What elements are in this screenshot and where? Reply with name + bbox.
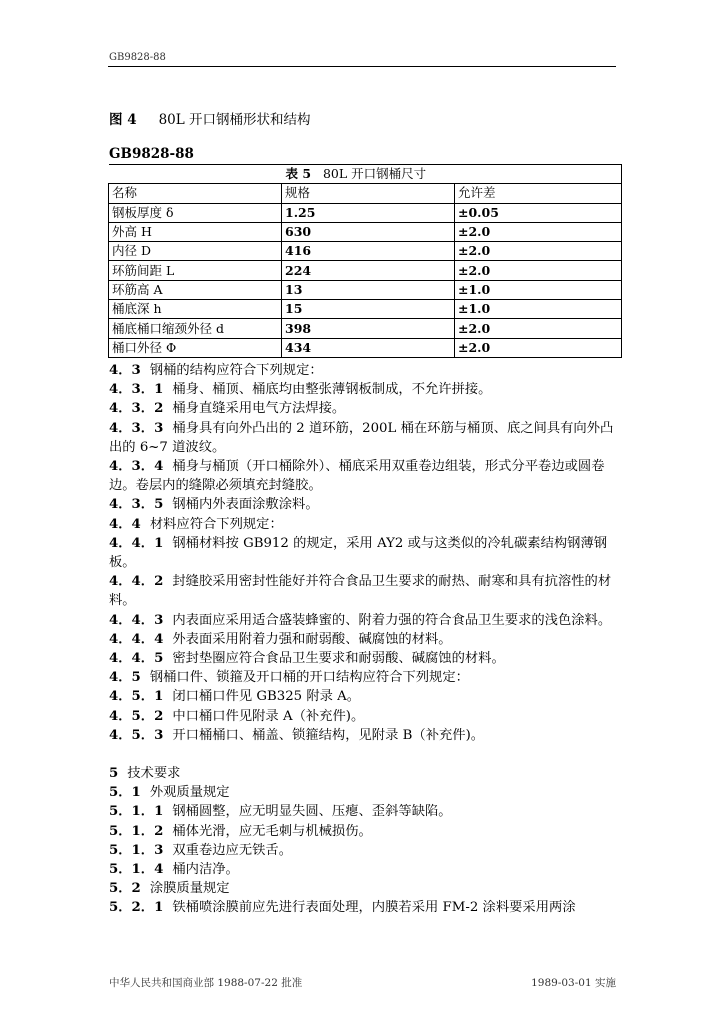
clause-number: 4．3．1 <box>109 382 164 398</box>
clause <box>109 495 623 514</box>
section-5-clauses <box>109 764 623 918</box>
clause-number: 4．3．2 <box>109 401 164 417</box>
table-caption-row <box>109 165 622 184</box>
clause-text: 开口桶桶口、桶盖、锁箍结构，见附录 B（补充件)。 <box>172 727 485 743</box>
clause-text: 钢桶内外表面涂敷涂料。 <box>172 497 319 513</box>
clause <box>109 802 623 821</box>
clause <box>109 457 623 495</box>
clause-text: 桶身、桶顶、桶底均由整张薄钢板制成，不允许拼接。 <box>172 382 492 398</box>
clause-text: 材料应符合下列规定： <box>149 516 283 532</box>
clause-text: 闭口桶口件见 GB325 附录 A。 <box>172 689 361 705</box>
clause <box>109 649 623 668</box>
section-4-clauses <box>109 361 623 745</box>
clause <box>109 841 623 860</box>
cell-tolerance: ±2.0 <box>455 338 622 357</box>
cell-spec: 630 <box>282 222 455 241</box>
clause-number: 4．3．4 <box>109 459 164 475</box>
clause <box>109 361 623 380</box>
clause-number: 5．1．2 <box>109 823 164 839</box>
clause <box>109 572 623 610</box>
header-rule <box>108 66 616 67</box>
column-header-spec: 规格 <box>282 184 455 203</box>
clause-number: 5．1．4 <box>109 862 164 878</box>
clause-number: 4．4．3 <box>109 612 164 628</box>
cell-tolerance: ±0.05 <box>455 203 622 222</box>
clause-number: 4．5．1 <box>109 689 164 705</box>
cell-spec: 15 <box>282 300 455 319</box>
cell-name: 外高 H <box>109 222 282 241</box>
clause <box>109 534 623 572</box>
clause-text: 双重卷边应无铁舌。 <box>172 842 293 858</box>
cell-spec: 224 <box>282 261 455 280</box>
clause-text: 密封垫圈应符合食品卫生要求和耐弱酸、碱腐蚀的材料。 <box>172 651 505 667</box>
clause <box>109 380 623 399</box>
clause-number: 4．5．2 <box>109 708 164 724</box>
clause-number: 4．5．3 <box>109 727 164 743</box>
clause-number: 5．2 <box>109 881 141 897</box>
table-row <box>109 280 622 299</box>
clause-text: 中口桶口件见附录 A（补充件)。 <box>172 708 365 724</box>
table-header-row <box>109 184 622 203</box>
clause-number: 4．3．5 <box>109 497 164 513</box>
table-row <box>109 338 622 357</box>
document-code: GB9828-88 <box>109 146 194 162</box>
clause <box>109 707 623 726</box>
table-caption-title: 80L 开口钢桶尺寸 <box>322 166 427 182</box>
cell-name: 桶底深 h <box>109 300 282 319</box>
clause-text: 桶身具有向外凸出的 2 道环筋，200L 桶在环筋与桶顶、底之间具有向外凸出的 6~7 道波纹。 <box>109 420 614 455</box>
clause-number: 4．4．1 <box>109 535 164 551</box>
clause-text: 外观质量规定 <box>149 785 230 801</box>
clause <box>109 898 623 917</box>
cell-name: 环筋高 A <box>109 280 282 299</box>
clause-text: 封缝胶采用密封性能好并符合食品卫生要求的耐热、耐寒和具有抗溶性的材料。 <box>109 574 612 609</box>
cell-name: 钢板厚度 δ <box>109 203 282 222</box>
clause-text: 铁桶喷涂膜前应先进行表面处理，内膜若采用 FM-2 涂料要采用两涂 <box>172 900 576 916</box>
clause <box>109 419 623 457</box>
clause-number: 5．1 <box>109 785 141 801</box>
clause-text: 桶体光滑，应无毛刺与机械损伤。 <box>172 823 372 839</box>
table-row <box>109 261 622 280</box>
dimension-table <box>108 164 622 358</box>
clause-number: 5 <box>109 766 119 782</box>
clause <box>109 630 623 649</box>
cell-spec: 1.25 <box>282 203 455 222</box>
cell-name: 环筋间距 L <box>109 261 282 280</box>
clause <box>109 860 623 879</box>
clause <box>109 822 623 841</box>
cell-spec: 13 <box>282 280 455 299</box>
clause <box>109 687 623 706</box>
figure-caption <box>109 108 311 128</box>
clause <box>109 764 623 783</box>
clause-text: 钢桶材料按 GB912 的规定，采用 AY2 或与这类似的冷轧碳素结构钢薄钢板。 <box>109 535 608 571</box>
table-row <box>109 319 622 338</box>
footer-approval: 中华人民共和国商业部 1988-07-22 批准 <box>109 977 303 989</box>
cell-name: 桶底桶口缩颈外径 d <box>109 319 282 338</box>
clause-text: 钢桶口件、锁箍及开口桶的开口结构应符合下列规定： <box>149 670 469 686</box>
clause-text: 技术要求 <box>127 766 181 782</box>
clause <box>109 783 623 802</box>
cell-tolerance: ±2.0 <box>455 261 622 280</box>
figure-number: 图 4 <box>109 112 137 128</box>
body-text <box>109 361 623 918</box>
table-row <box>109 300 622 319</box>
clause-number: 4．3．3 <box>109 420 164 436</box>
running-header: GB9828-88 <box>109 52 166 63</box>
clause-number: 5．2．1 <box>109 900 164 916</box>
cell-spec: 416 <box>282 242 455 261</box>
clause <box>109 611 623 630</box>
cell-spec: 434 <box>282 338 455 357</box>
clause <box>109 399 623 418</box>
cell-tolerance: ±1.0 <box>455 300 622 319</box>
clause-text: 外表面采用附着力强和耐弱酸、碱腐蚀的材料。 <box>172 631 452 647</box>
clause <box>109 879 623 898</box>
clause <box>109 515 623 534</box>
clause-text: 桶内洁净。 <box>172 862 239 878</box>
table-row <box>109 203 622 222</box>
clause-text: 桶身直缝采用电气方法焊接。 <box>172 401 346 417</box>
clause-number: 4．4．5 <box>109 651 164 667</box>
cell-tolerance: ±1.0 <box>455 280 622 299</box>
clause-text: 涂膜质量规定 <box>149 881 230 897</box>
figure-title: 80L 开口钢桶形状和结构 <box>158 112 311 128</box>
table-caption-number: 表 5 <box>285 166 312 182</box>
clause-text: 桶身与桶顶（开口桶除外）、桶底采用双重卷边组装，形式分平卷边或圆卷边。卷层内的缝隙必须填充封缝胶。 <box>109 459 605 494</box>
clause-text: 内表面应采用适合盛装蜂蜜的、附着力强的符合食品卫生要求的浅色涂料。 <box>172 612 612 628</box>
footer-effective-date: 1989-03-01 实施 <box>531 977 616 989</box>
clause-number: 4．4．2 <box>109 574 164 590</box>
cell-name: 内径 D <box>109 242 282 261</box>
clause-number: 4．5 <box>109 670 141 686</box>
clause-number: 4．3 <box>109 363 141 378</box>
column-header-name: 名称 <box>109 184 282 203</box>
cell-tolerance: ±2.0 <box>455 222 622 241</box>
column-header-tolerance: 允许差 <box>455 184 622 203</box>
section-gap <box>109 745 623 764</box>
cell-name: 桶口外径 Φ <box>109 338 282 357</box>
clause-number: 5．1．1 <box>109 804 164 820</box>
clause-text: 钢桶圆整，应无明显失圆、压瘪、歪斜等缺陷。 <box>172 804 452 820</box>
table-caption <box>109 165 622 184</box>
cell-spec: 398 <box>282 319 455 338</box>
table-row <box>109 222 622 241</box>
cell-tolerance: ±2.0 <box>455 242 622 261</box>
table-row <box>109 242 622 261</box>
clause-number: 4．4 <box>109 516 141 532</box>
clause-number: 4．4．4 <box>109 631 164 647</box>
clause <box>109 726 623 745</box>
clause <box>109 668 623 687</box>
clause-number: 5．1．3 <box>109 842 164 858</box>
cell-tolerance: ±2.0 <box>455 319 622 338</box>
clause-text: 钢桶的结构应符合下列规定： <box>149 363 323 378</box>
